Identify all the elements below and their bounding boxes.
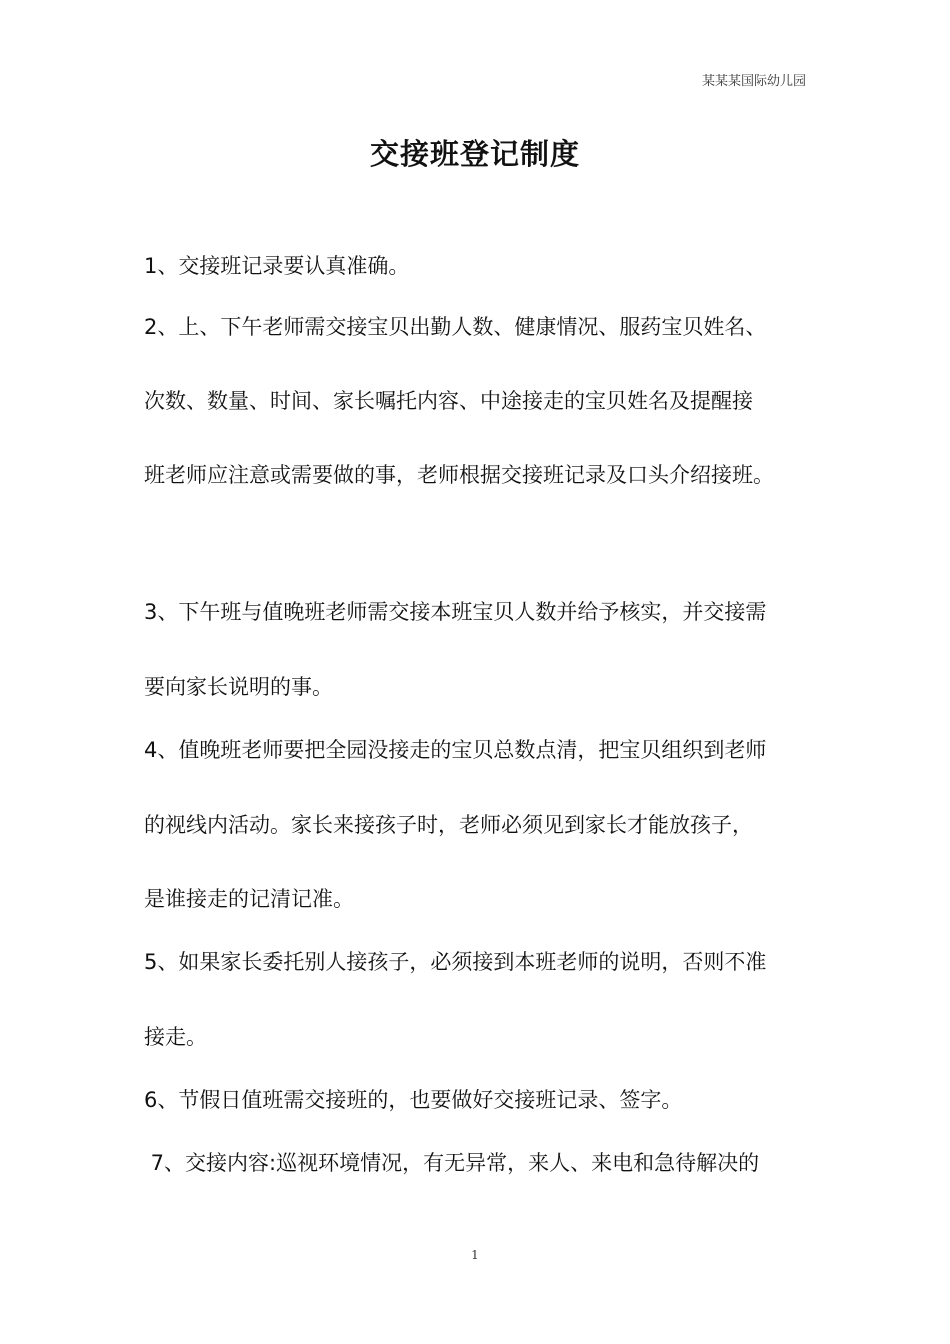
paragraph-line: 次数、数量、时间、家长嘱托内容、中途接走的宝贝姓名及提醒接 xyxy=(144,389,753,413)
page-number: 1 xyxy=(471,1248,479,1262)
paragraph-line: 是谁接走的记清记准。 xyxy=(144,887,354,911)
paragraph-line: 2、上、下午老师需交接宝贝出勤人数、健康情况、服药宝贝姓名、 xyxy=(144,315,767,339)
paragraph-line: 7、交接内容:巡视环境情况，有无异常，来人、来电和急待解决的 xyxy=(144,1151,760,1175)
header-org-name: 某某某国际幼儿园 xyxy=(701,74,806,89)
paragraph-line: 的视线内活动。家长来接孩子时，老师必须见到家长才能放孩子， xyxy=(144,813,753,837)
paragraph-line: 要向家长说明的事。 xyxy=(144,675,333,699)
paragraph-line: 接走。 xyxy=(144,1025,207,1049)
paragraph-line: 4、值晚班老师要把全园没接走的宝贝总数点清，把宝贝组织到老师 xyxy=(144,738,767,762)
paragraph-line: 班老师应注意或需要做的事，老师根据交接班记录及口头介绍接班。 xyxy=(144,463,774,487)
paragraph-line: 1、交接班记录要认真准确。 xyxy=(144,254,410,278)
page-title: 交接班登记制度 xyxy=(369,137,580,171)
paragraph-line: 5、如果家长委托别人接孩子，必须接到本班老师的说明，否则不准 xyxy=(144,950,767,974)
paragraph-line: 6、节假日值班需交接班的，也要做好交接班记录、签字。 xyxy=(144,1088,683,1112)
paragraph-line: 3、下午班与值晚班老师需交接本班宝贝人数并给予核实，并交接需 xyxy=(144,600,767,624)
